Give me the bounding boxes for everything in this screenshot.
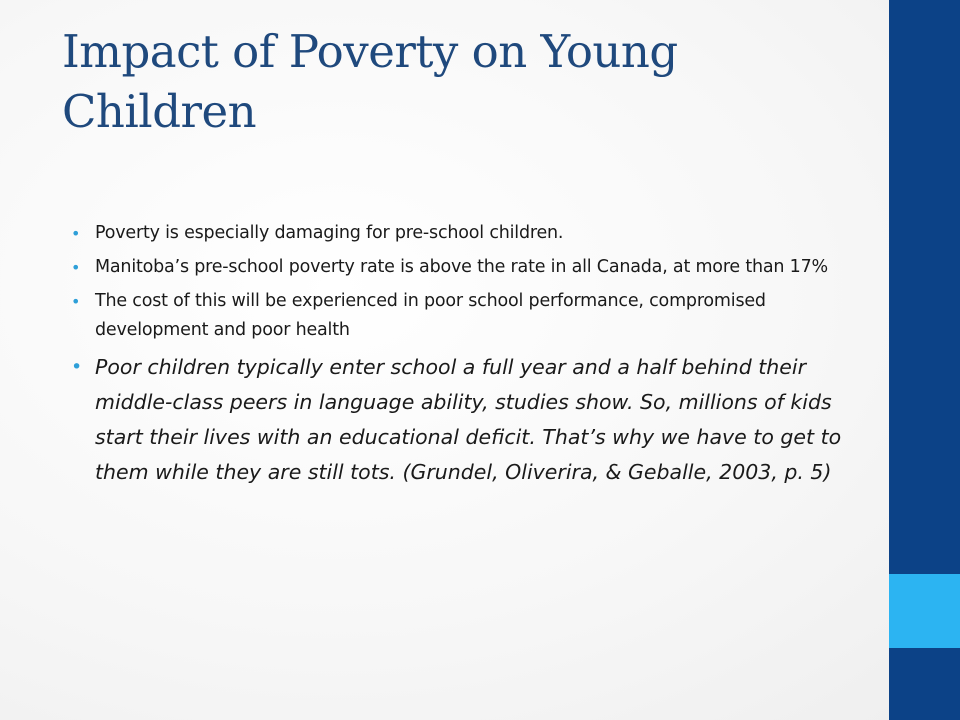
bullet-item <box>71 219 851 248</box>
slide-title: Impact of Poverty on Young Children <box>62 25 678 138</box>
sidebar-dark-top <box>889 0 960 574</box>
bullet-icon: • <box>71 356 83 378</box>
bullet-text: Manitoba’s pre-school poverty rate is above the rate in all Canada, at more than 17% <box>95 257 828 277</box>
quote-text: Poor children typically enter school a full year and a half behind their middle-class peers in language ability, studies show. So, millions of kids start their lives with an educational deficit. That’s why we have to get to them while they are still tots. (Grundel, Oliverira, & Geballe, 2003, p. 5) <box>95 355 842 484</box>
sidebar-light-accent <box>889 574 960 648</box>
decorative-sidebar <box>889 0 960 720</box>
bullet-list <box>71 219 851 490</box>
quote-bullet-item <box>71 350 851 490</box>
bullet-text: The cost of this will be experienced in poor school performance, compromised development and poor health <box>95 291 766 340</box>
bullet-icon: • <box>71 258 81 277</box>
bullet-icon: • <box>71 224 81 243</box>
sidebar-dark-bottom <box>889 648 960 720</box>
bullet-item <box>71 287 851 345</box>
bullet-item <box>71 253 851 282</box>
bullet-text: Poverty is especially damaging for pre-school children. <box>95 223 564 243</box>
bullet-icon: • <box>71 292 81 311</box>
